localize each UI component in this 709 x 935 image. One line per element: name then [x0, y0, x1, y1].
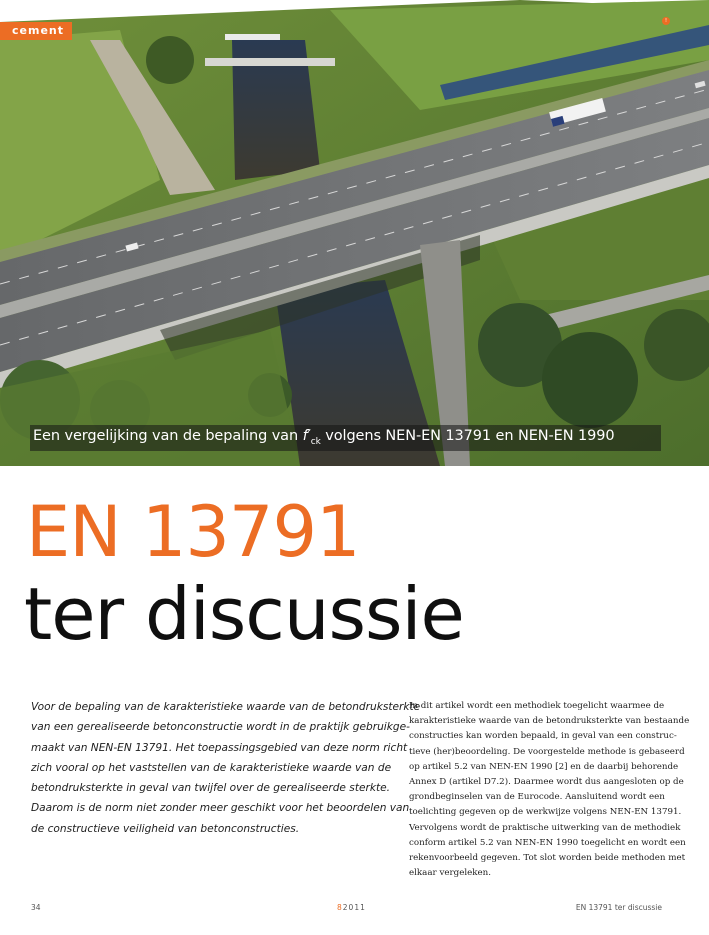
body-line: tieve (her)beoordeling. De voorgestelde methode is gebaseerd [409, 746, 685, 757]
body-line: rekenvoorbeeld gegeven. Tot slot worden beide methoden met [409, 853, 686, 864]
issue-number: 8 [337, 903, 343, 912]
aerial-highway-bridge-image [0, 0, 709, 466]
lead-line: betondruksterkte in geval van twijfel over de gerealiseerde sterkte. [31, 782, 391, 795]
magazine-logo: cement [0, 22, 72, 40]
page-marker-icon: ! [662, 17, 670, 25]
body-line: toelichting gegeven op de werkwijze volgens NEN-EN 13791. [409, 807, 682, 818]
lead-line: Voor de bepaling van de karakteristieke waarde van de betondruksterkte [31, 701, 421, 713]
issue-year: 2011 [342, 903, 366, 912]
running-title: EN 13791 ter discussie [575, 903, 662, 912]
lead-line: zich vooral op het vaststellen van de karakteristieke waarde van de [31, 761, 392, 774]
photo-caption [33, 428, 615, 447]
article-title-line-2: ter discussie [24, 572, 464, 656]
lead-line: maakt van NEN-EN 13791. Het toepassingsgebied van deze norm richt [31, 741, 408, 754]
body-line: In dit artikel wordt een methodiek toegelicht waarmee de [409, 701, 665, 711]
caption-text-end: volgens NEN-EN 13791 en NEN-EN 1990 [320, 428, 615, 444]
body-paragraph [409, 699, 690, 881]
body-line: op artikel 5.2 van NEN-EN 1990 [2] en de daarbij behorende [409, 761, 679, 772]
lead-line: de constructieve veiligheid van betonconstructies. [31, 822, 300, 835]
hero-photo [0, 0, 709, 466]
article-title-line-1: EN 13791 [26, 491, 360, 573]
lead-line: Daarom is de norm niet zonder meer geschikt voor het beoordelen van [31, 802, 410, 815]
lead-paragraph [31, 697, 421, 839]
caption-subscript: ck [310, 437, 321, 447]
page-number: 34 [31, 903, 41, 912]
lead-line: van een gerealiseerde betonconstructie wordt in de praktijk gebruikge- [31, 721, 410, 734]
body-line: elkaar vergeleken. [409, 868, 492, 879]
caption-text-start: Een vergelijking van de bepaling van [33, 428, 303, 444]
body-line: conform artikel 5.2 van NEN-EN 1990 toegelicht en wordt een [409, 837, 686, 848]
body-line: Vervolgens wordt de praktische uitwerking van de methodiek [409, 822, 681, 833]
issue-label [337, 903, 366, 912]
body-line: Annex D (artikel D7.2). Daarmee wordt dus aangesloten op de [409, 777, 684, 788]
body-line: grondbeginselen van de Eurocode. Aansluitend wordt een [409, 792, 665, 803]
body-line: karakteristieke waarde van de betondruksterkte van bestaande [409, 716, 690, 727]
body-line: constructies kan worden bepaald, in geval van een construc- [409, 731, 677, 742]
caption-symbol: f′ [302, 428, 311, 444]
